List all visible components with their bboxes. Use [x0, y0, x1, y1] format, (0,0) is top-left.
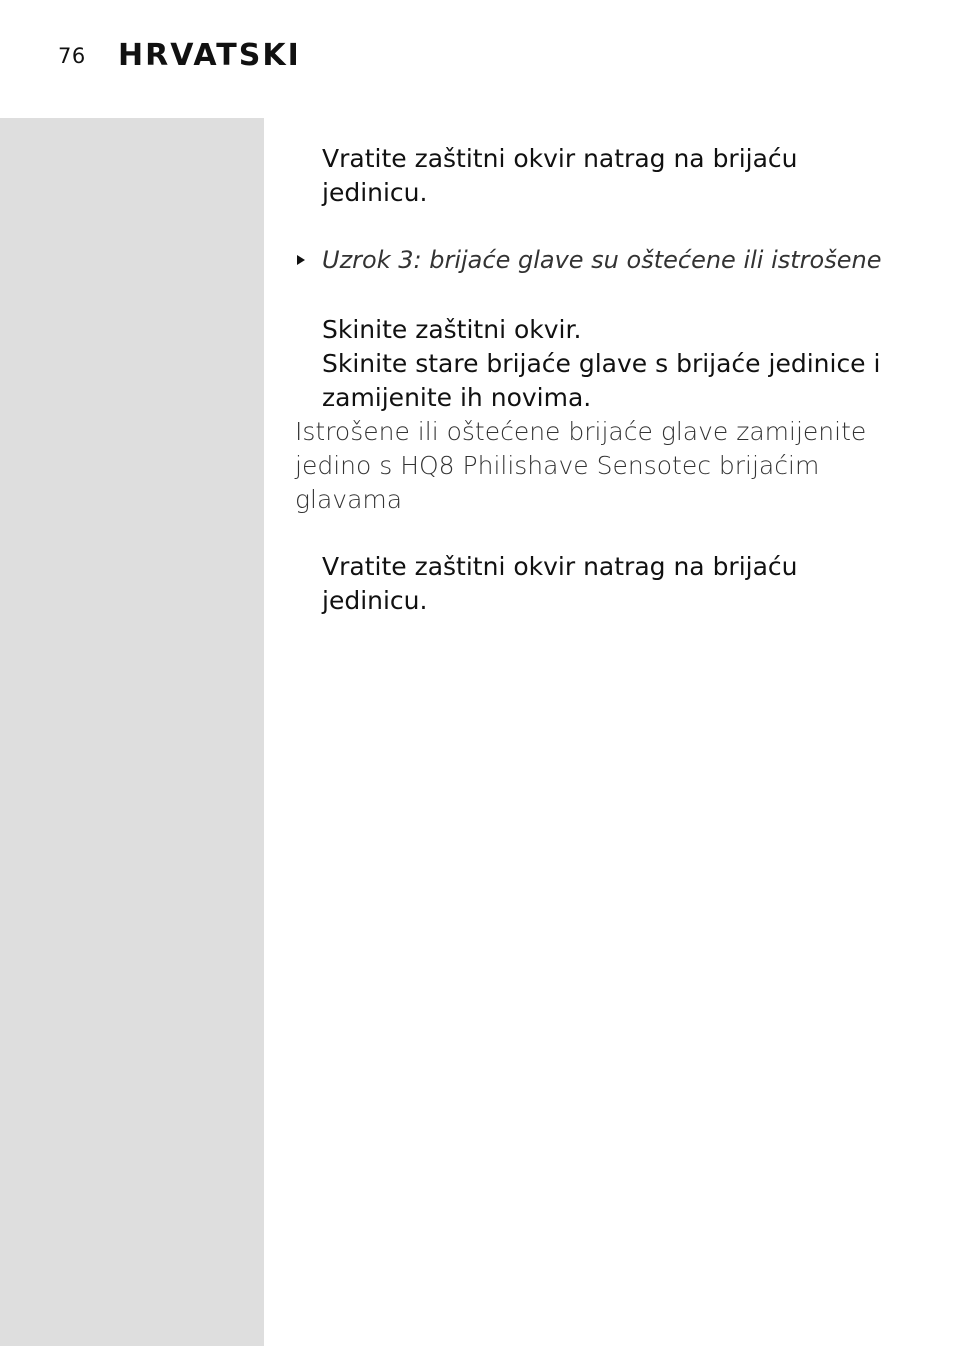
triangle-bullet-icon [297, 255, 305, 265]
page-number: 76 [58, 44, 86, 68]
page-content [295, 142, 895, 618]
step-text: Vratite zaštitni okvir natrag na brijaću [322, 144, 798, 173]
note-text: glavama [295, 485, 403, 514]
note-text: jedino s HQ8 Philishave Sensotec brijaćim [295, 451, 820, 480]
cause-text: Uzrok 3: brijaće glave su oštećene ili istrošene [322, 246, 882, 274]
page-language-heading: HRVATSKI [118, 38, 301, 73]
left-margin-column [0, 118, 264, 1346]
step-text: Vratite zaštitni okvir natrag na brijaću [322, 552, 798, 581]
note-text: Istrošene ili oštećene brijaće glave zamijenite [295, 417, 867, 446]
cause-item [295, 243, 895, 277]
step-text: jedinicu. [322, 178, 428, 207]
step-text: Skinite zaštitni okvir. [322, 315, 582, 344]
step-text: jedinicu. [322, 586, 428, 615]
step-text: zamijenite ih novima. [322, 383, 592, 412]
step-text: Skinite stare brijaće glave s brijaće jedinice i [322, 349, 881, 378]
